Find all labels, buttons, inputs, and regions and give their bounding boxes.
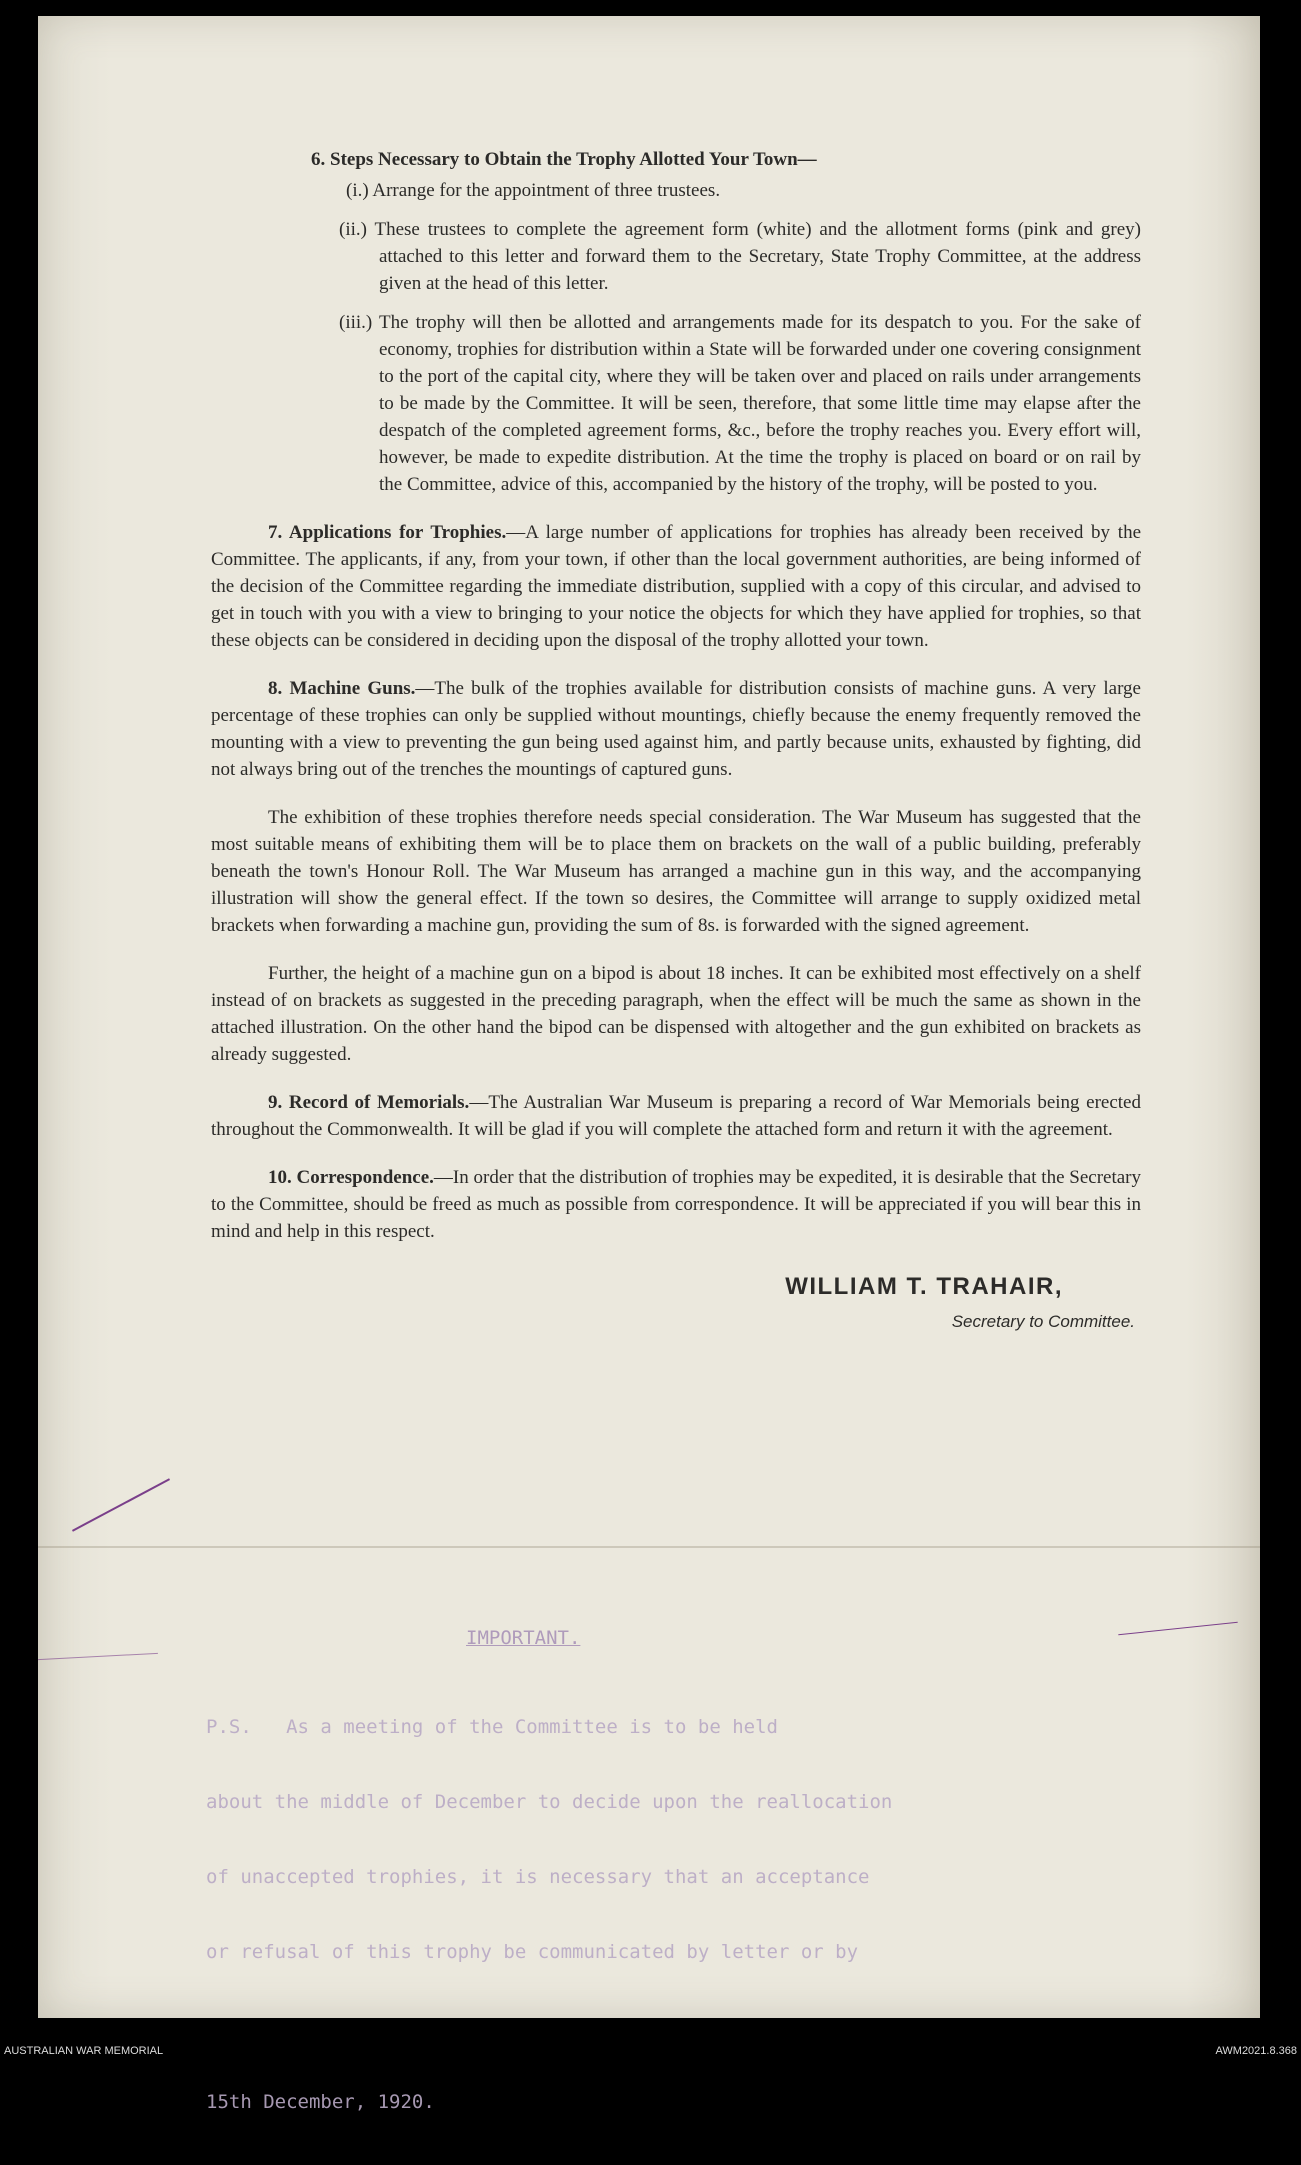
- section-7-text: —A large number of applications for trophies has already been received by the Committee. The applicants, if any, from your town, if other than the local government authorities, are being informed of the decision of the Committee regarding the immediate distribution, supplied with a copy of this circular, and advised to get in touch with you with a view to bringing to your notice the objects for which they have applied for trophies, so that these objects can be considered in deciding upon the disposal of the trophy allotted your town.: [211, 522, 1142, 651]
- section-10-text: —In order that the distribution of trophies may be expedited, it is desirable that the Secretary to the Committee, should be freed as much as possible from correspondence. It will be appreciated if you will bear this in mind and help in this respect.: [211, 1167, 1141, 1242]
- section-6-item-1: (i.) Arrange for the appointment of three trustees.: [346, 180, 721, 201]
- section-6-heading: 6. Steps Necessary to Obtain the Trophy Allotted Your Town—: [311, 149, 817, 170]
- footer-source: AUSTRALIAN WAR MEMORIAL: [4, 2045, 164, 2057]
- footer-reference: AWM2021.8.368: [1215, 2045, 1297, 2057]
- postscript-line: about the middle of December to decide upon the reallocation: [206, 1791, 893, 1813]
- postscript-line: of unaccepted trophies, it is necessary that an acceptance: [206, 1866, 870, 1888]
- annotation-stroke: [72, 1478, 170, 1531]
- typed-postscript: [206, 1576, 892, 2165]
- section-8-paragraph-2: The exhibition of these trophies therefore needs special consideration. The War Museum has suggested that the most suitable means of exhibiting them will be to place them on brackets on the wall of a public building, preferably beneath the town's Honour Roll. The War Museum has arranged a machine gun in this way, and the accompanying illustration will show the general effect. If the town so desires, the Committee will arrange to supply oxidized metal brackets when forwarding a machine gun, providing the sum of 8s. is forwarded with the signed agreement.: [211, 807, 1141, 936]
- postscript-line: P.S. As a meeting of the Committee is to be held: [206, 1716, 778, 1738]
- postscript-line: 15th December, 1920.: [206, 2091, 435, 2113]
- letter-body: [211, 146, 1141, 1335]
- annotation-stroke: [38, 1653, 158, 1660]
- section-8-text: —The bulk of the trophies available for distribution consists of machine guns. A very large percentage of these trophies can only be supplied without mountings, chiefly because the enemy frequently removed the mounting with a view to preventing the gun being used against him, and partly because units, exhausted by fighting, did not always bring out of the trenches the mountings of captured guns.: [211, 678, 1141, 780]
- section-10: [211, 1164, 1141, 1245]
- section-8-paragraph-3: Further, the height of a machine gun on a bipod is about 18 inches. It can be exhibited most effectively on a shelf instead of on brackets as suggested in the preceding paragraph, when the effect will be much the same as shown in the attached illustration. On the other hand the bipod can be dispensed with altogether and the gun exhibited on brackets as already suggested.: [211, 963, 1141, 1065]
- section-6-item-2: (ii.) These trustees to complete the agreement form (white) and the allotment forms (pink and grey) attached to this letter and forward them to the Secretary, State Trophy Committee, at the address given at the head of this letter.: [339, 219, 1141, 294]
- section-8: [211, 675, 1141, 783]
- postscript-line: or refusal of this trophy be communicated by letter or by: [206, 1941, 859, 1963]
- signature-title: Secretary to Committee.: [951, 1312, 1135, 1331]
- archive-footer: [0, 2018, 1301, 2061]
- fold-line: [38, 1546, 1260, 1548]
- section-7: [211, 519, 1141, 654]
- annotation-stroke: [1118, 1622, 1237, 1636]
- section-10-heading: 10. Correspondence.: [268, 1167, 434, 1188]
- section-8-heading: 8. Machine Guns.: [268, 678, 416, 699]
- section-6-item-3: (iii.) The trophy will then be allotted and arrangements made for its despatch to you. For the sake of economy, trophies for distribution within a State will be forwarded under one covering consignment to the port of the capital city, where they will be taken over and placed on rails under arrangements to be made by the Committee. It will be seen, therefore, that some little time may elapse after the despatch of the completed agreement forms, &c., before the trophy reaches you. Every effort will, however, be made to expedite distribution. At the time the trophy is placed on board or on rail by the Committee, advice of this, accompanied by the history of the trophy, will be posted to you.: [339, 312, 1141, 495]
- section-9: [211, 1089, 1141, 1143]
- section-9-text: —The Australian War Museum is preparing a record of War Memorials being erected throughout the Commonwealth. It will be glad if you will complete the attached form and return it with the agreement.: [211, 1092, 1141, 1140]
- section-7-heading: 7. Applications for Trophies.: [268, 522, 507, 543]
- postscript-title: IMPORTANT.: [466, 1627, 581, 1649]
- section-9-heading: 9. Record of Memorials.: [268, 1092, 470, 1113]
- signature-name: WILLIAM T. TRAHAIR,: [785, 1273, 1063, 1300]
